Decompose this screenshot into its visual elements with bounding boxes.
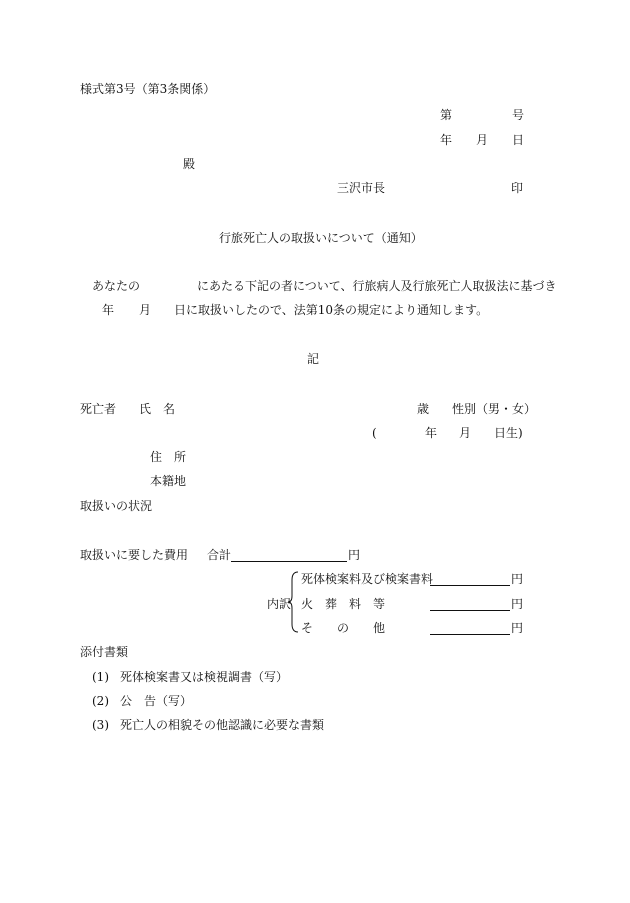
- address-label: 住 所: [150, 450, 187, 464]
- attachment-text: 死体検案書又は検視調書（写）: [120, 670, 289, 684]
- body-line2-year: 年: [102, 303, 115, 317]
- attachment-text: 死亡人の相貌その他認識に必要な書類: [120, 718, 325, 732]
- number-suffix: 号: [512, 108, 525, 122]
- seal-mark: 印: [511, 181, 524, 195]
- body-line2-month: 月: [139, 303, 152, 317]
- form-number: 様式第3号（第3条関係）: [80, 82, 216, 96]
- date-month: 月: [476, 133, 489, 147]
- domicile-label: 本籍地: [150, 474, 187, 488]
- attachments-label: 添付書類: [80, 645, 129, 659]
- costs-label: 取扱いに要した費用: [80, 548, 189, 562]
- cremation-yen: 円: [511, 597, 524, 611]
- breakdown-brace: [288, 570, 300, 634]
- age-label: 歳: [417, 402, 430, 416]
- birth-year: 年: [425, 426, 438, 440]
- breakdown-item-cremation: 火 葬 料 等: [301, 597, 386, 611]
- autopsy-blank-line: [430, 585, 510, 586]
- date-year: 年: [440, 133, 453, 147]
- date-day: 日: [512, 133, 525, 147]
- birth-open: (: [372, 426, 377, 440]
- other-blank-line: [430, 634, 510, 635]
- breakdown-item-autopsy: 死体検案料及び検案書料: [301, 572, 434, 586]
- attachment-number: (1): [92, 670, 109, 684]
- attachment-text: 公 告（写）: [120, 694, 193, 708]
- body-line2-rest: 日に取扱いしたので、法第10条の規定により通知します。: [174, 303, 489, 317]
- birth-day: 日生): [494, 426, 523, 440]
- attachment-number: (3): [92, 718, 109, 732]
- birth-month: 月: [459, 426, 472, 440]
- other-yen: 円: [511, 621, 524, 635]
- breakdown-item-other: そ の 他: [301, 621, 386, 635]
- name-label: 氏 名: [139, 402, 176, 416]
- ki-heading: 記: [307, 352, 320, 366]
- autopsy-yen: 円: [511, 572, 524, 586]
- status-label: 取扱いの状況: [80, 499, 153, 513]
- breakdown-label: 内訳: [267, 597, 292, 611]
- total-blank-line: [231, 561, 347, 562]
- document-title: 行旅死亡人の取扱いについて（通知）: [219, 231, 423, 245]
- body-line1-b: にあたる下記の者について、行旅病人及行旅死亡人取扱法に基づき: [197, 279, 557, 293]
- deceased-label: 死亡者: [80, 402, 117, 416]
- cremation-blank-line: [430, 610, 510, 611]
- total-yen: 円: [348, 548, 361, 562]
- total-label: 合計: [207, 548, 232, 562]
- gender-label: 性別（男・女）: [452, 402, 537, 416]
- number-prefix: 第: [440, 108, 453, 122]
- body-line1-a: あなたの: [92, 279, 141, 293]
- issuer: 三沢市長: [337, 181, 386, 195]
- attachment-number: (2): [92, 694, 109, 708]
- addressee-suffix: 殿: [183, 157, 196, 171]
